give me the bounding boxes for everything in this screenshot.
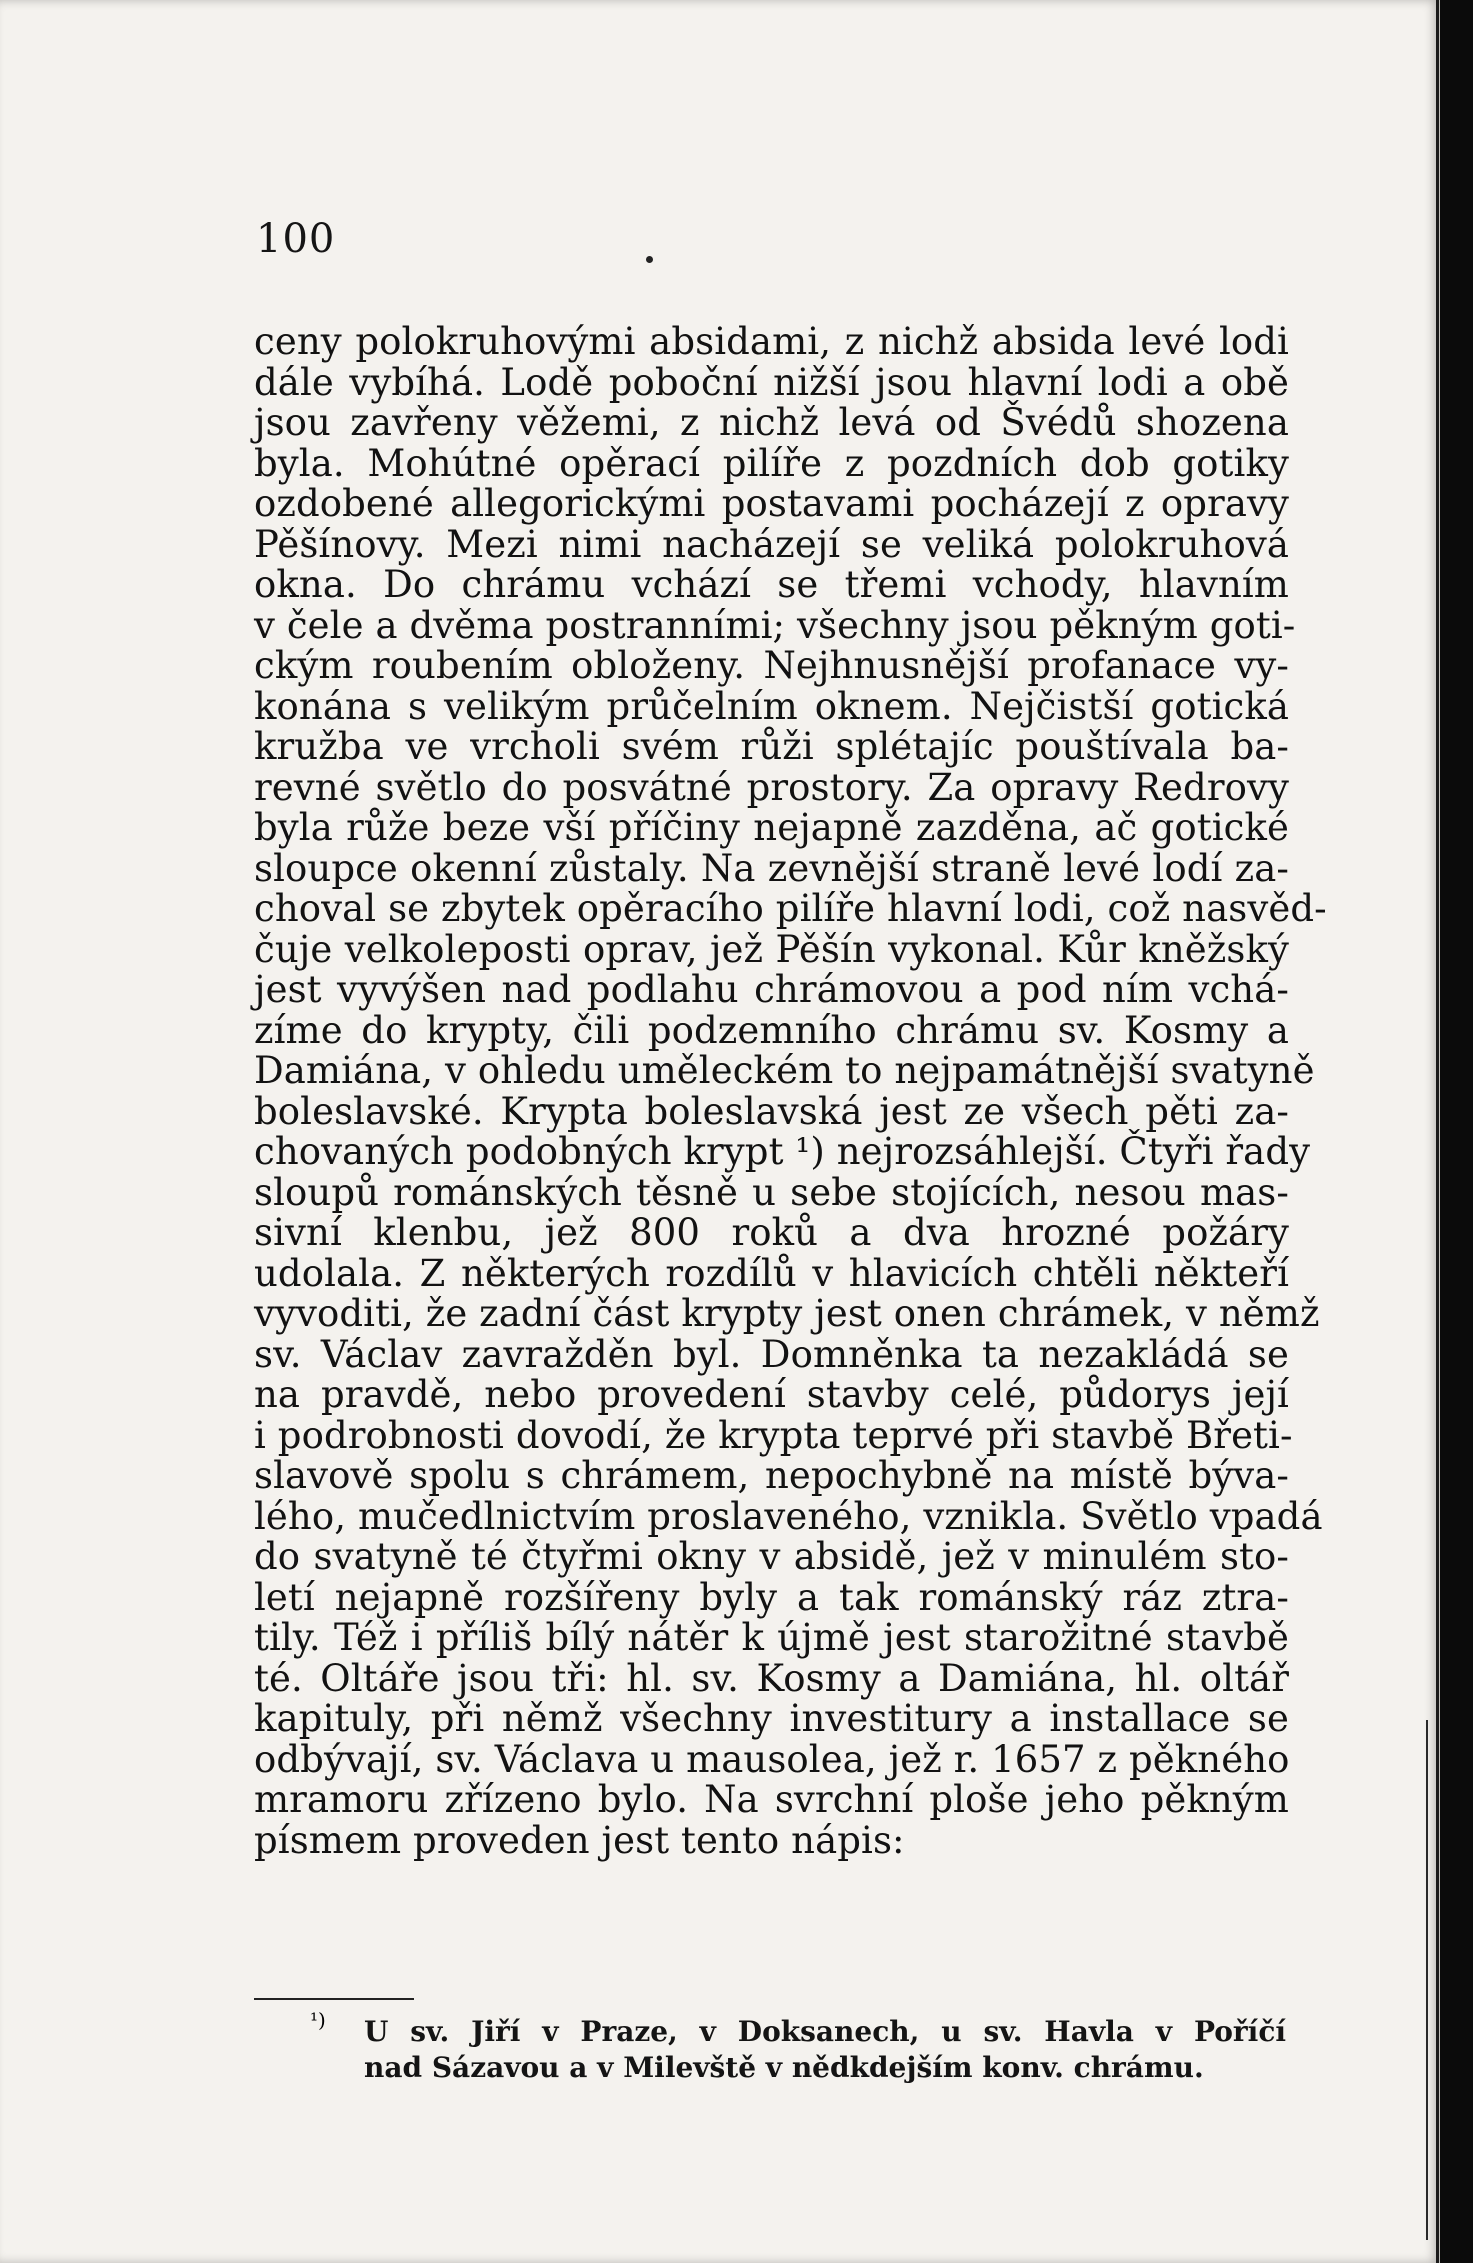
- text-line: dále vybíhá. Lodě poboční nižší jsou hlavní lodi a obě: [254, 360, 1289, 404]
- text-line: Damiána, v ohledu uměleckém to nejpamátnější svatyně: [254, 1049, 1315, 1092]
- ink-dot: [646, 256, 653, 263]
- text-line: v čele a dvěma postranními; všechny jsou pěkným goti-: [254, 603, 1296, 647]
- text-line: okna. Do chrámu vchází se třemi vchody, hlavním: [254, 563, 1289, 606]
- text-line: letí nejapně rozšířeny byly a tak románský ráz ztra-: [254, 1575, 1289, 1619]
- page-edge: [1436, 0, 1439, 2263]
- footnote: [310, 2008, 1286, 2086]
- text-line: sloupce okenní zůstaly. Na zevnější straně levé lodí za-: [254, 846, 1289, 890]
- footnote-rule: [254, 1998, 414, 2000]
- text-line: sivní klenbu, jež 800 roků a dva hrozné požáry: [254, 1211, 1289, 1254]
- footnote-marker: ¹): [310, 2008, 326, 2032]
- text-line: ceny polokruhovými absidami, z nichž absida levé lodi: [254, 320, 1289, 363]
- footnote-line: U sv. Jiří v Praze, v Doksanech, u sv. Havla v Poříčí: [364, 2015, 1286, 2048]
- text-line: i podrobnosti dovodí, že krypta teprvé při stavbě Břeti-: [254, 1413, 1293, 1457]
- text-line: zíme do krypty, čili podzemního chrámu sv. Kosmy a: [254, 1008, 1289, 1052]
- text-line: kapituly, při němž všechny investitury a installace se: [254, 1697, 1289, 1740]
- text-line: byla růže beze vší příčiny nejapně zazděna, ač gotické: [254, 806, 1289, 849]
- text-line: konána s velikým průčelním oknem. Nejčistší gotická: [254, 684, 1289, 728]
- text-line: kružba ve vrcholi svém růži splétajíc pouštívala ba-: [254, 725, 1289, 768]
- text-line: revné světlo do posvátné prostory. Za opravy Redrovy: [254, 765, 1289, 809]
- text-line: vyvoditi, že zadní část krypty jest onen chrámek, v němž: [254, 1292, 1320, 1335]
- text-line: té. Oltáře jsou tři: hl. sv. Kosmy a Damiána, hl. oltář: [254, 1656, 1289, 1700]
- text-line: písmem proveden jest tento nápis:: [254, 1818, 905, 1862]
- text-line: jsou zavřeny věžemi, z nichž levá od Švédů shozena: [254, 401, 1289, 444]
- text-line: na pravdě, nebo provedení stavby celé, půdorys její: [254, 1373, 1289, 1416]
- text-line: sv. Václav zavražděn byl. Domněnka ta nezakládá se: [254, 1332, 1289, 1376]
- text-line: ozdobené allegorickými postavami pocházejí z opravy: [254, 482, 1289, 525]
- footnote-line: nad Sázavou a v Milevště v nědkdejším konv. chrámu.: [364, 2051, 1204, 2084]
- text-line: mramoru zřízeno bylo. Na svrchní ploše jeho pěkným: [254, 1778, 1289, 1821]
- text-line: do svatyně té čtyřmi okny v absidě, jež v minulém sto-: [254, 1535, 1289, 1578]
- text-line: boleslavské. Krypta boleslavská jest ze všech pěti za-: [254, 1089, 1289, 1133]
- text-line: lého, mučedlnictvím proslaveného, vznikla. Světlo vpadá: [254, 1494, 1323, 1538]
- page-edge-inner: [1426, 1720, 1428, 2240]
- text-line: udolala. Z některých rozdílů v hlavicích chtěli někteří: [254, 1251, 1289, 1295]
- text-line: sloupů románských těsně u sebe stojících, nesou mas-: [254, 1170, 1289, 1214]
- text-line: Pěšínovy. Mezi nimi nacházejí se veliká polokruhová: [254, 522, 1289, 566]
- text-line: slavově spolu s chrámem, nepochybně na místě býva-: [254, 1454, 1289, 1497]
- body-text: [254, 320, 1327, 1862]
- text-line: odbývají, sv. Václava u mausolea, jež r. 1657 z pěkného: [254, 1737, 1290, 1781]
- page-number: 100: [256, 216, 336, 262]
- text-line: jest vyvýšen nad podlahu chrámovou a pod ním vchá-: [254, 968, 1289, 1011]
- text-line: choval se zbytek opěracího pilíře hlavní lodi, což nasvěd-: [254, 887, 1327, 930]
- text-line: byla. Mohútné opěrací pilíře z pozdních dob gotiky: [254, 441, 1289, 485]
- text-line: chovaných podobných krypt ¹) nejrozsáhlejší. Čtyři řady: [254, 1130, 1311, 1173]
- text-line: čuje velkoleposti oprav, jež Pěšín vykonal. Kůr kněžský: [254, 927, 1289, 971]
- text-line: ckým roubením obloženy. Nejhnusnější profanace vy-: [254, 644, 1289, 687]
- text-line: tily. Též i příliš bílý nátěr k újmě jest starožitné stavbě: [254, 1616, 1289, 1659]
